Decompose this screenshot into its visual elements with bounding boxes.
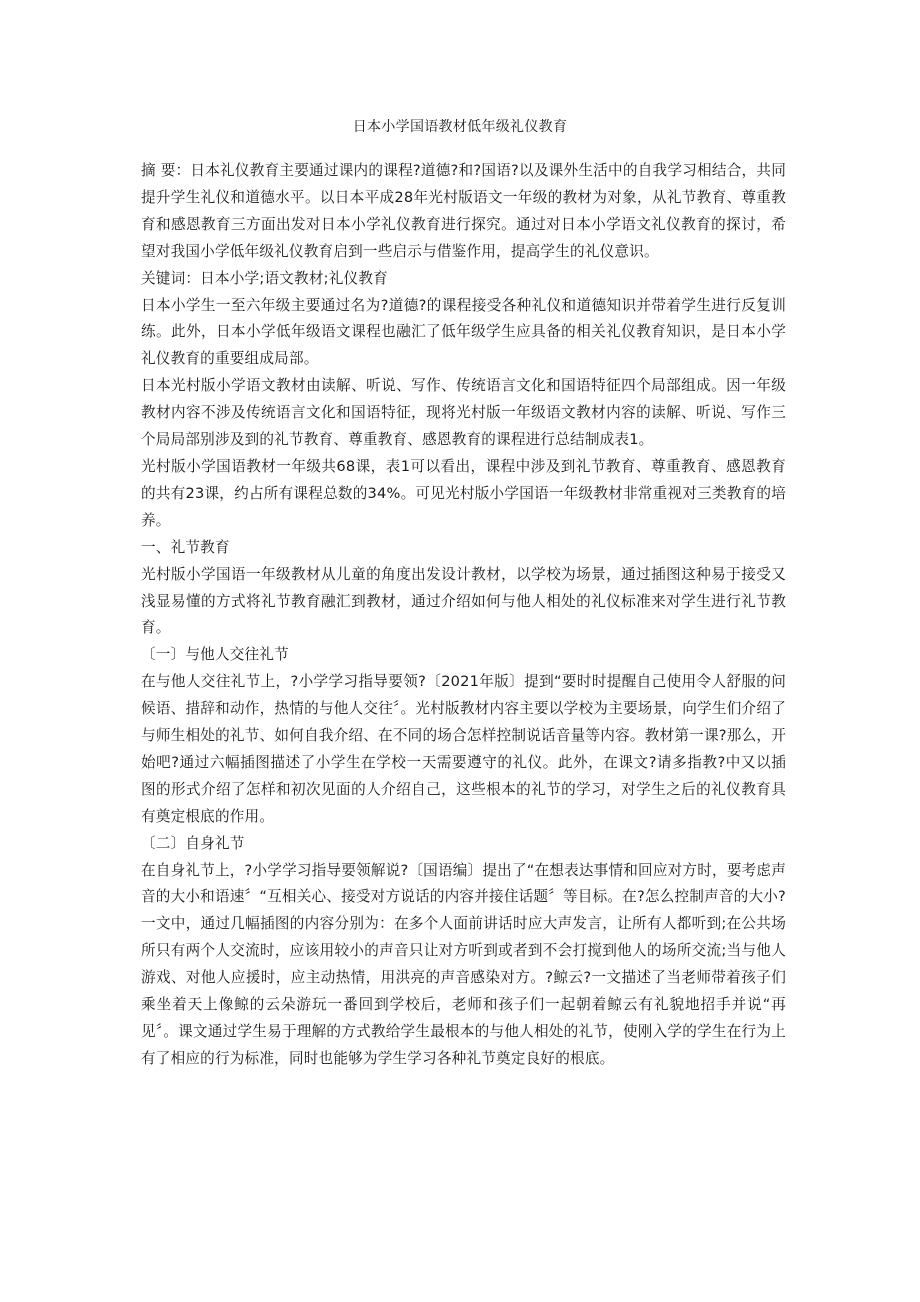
document-body [141,158,786,1073]
body-paragraph: 日本小学生一至六年级主要通过名为?道德?的课程接受各种礼仪和道德知识并带着学生进行反复训练。此外，日本小学低年级语文课程也融汇了低年级学生应具备的相关礼仪教育知识，是日本小学礼仪教育的重要组成局部。 [141,296,786,368]
body-paragraph: 光村版小学国语一年级教材从儿童的角度出发设计教材，以学校为场景，通过插图这种易于接受又浅显易懂的方式将礼节教育融汇到教材，通过介绍如何与他人相处的礼仪标准来对学生进行礼节教育。 [141,565,786,637]
keywords-line: 关键词：日本小学;语文教材;礼仪教育 [141,269,388,287]
body-paragraph: 在与他人交往礼节上，?小学学习指导要领?〔2021年版〕提到“要时时提醒自己使用令人舒服的问候语、措辞和动作，热情的与他人交往〞。光村版教材内容主要以学校为主要场景，向学生们介绍了与师生相处的礼节、如何自我介绍、在不同的场合怎样控制说话音量等内容。教材第一课?那么，开始吧?通过六幅插图描述了小学生在学校一天需要遵守的礼仪。此外，在课文?请多指教?中又以插图的形式介绍了怎样和初次见面的人介绍自己，这些根本的礼节的学习，对学生之后的礼仪教育具有奠定根底的作用。 [141,673,786,825]
body-paragraph: 光村版小学国语教材一年级共68课，表1可以看出，课程中涉及到礼节教育、尊重教育、感恩教育的共有23课，约占所有课程总数的34%。可见光村版小学国语一年级教材非常重视对三类教育的培养。 [141,457,786,529]
subsection-heading: 〔二〕自身礼节 [141,834,245,852]
section-heading: 一、礼节教育 [141,538,230,556]
document-title: 日本小学国语教材低年级礼仪教育 [352,119,568,135]
body-paragraph: 日本光村版小学语文教材由读解、听说、写作、传统语言文化和国语特征四个局部组成。因一年级教材内容不涉及传统语言文化和国语特征，现将光村版一年级语文教材内容的读解、听说、写作三个局局部别涉及到的礼节教育、尊重教育、感恩教育的课程进行总结制成表1。 [141,377,786,449]
abstract-paragraph: 摘 要：日本礼仪教育主要通过课内的课程?道德?和?国语?以及课外生活中的自我学习相结合，共同提升学生礼仪和道德水平。以日本平成28年光村版语文一年级的教材为对象，从礼节教育、尊重教育和感恩教育三方面出发对日本小学礼仪教育进行探究。通过对日本小学语文礼仪教育的探讨，希望对我国小学低年级礼仪教育启到一些启示与借鉴作用，提高学生的礼仪意识。 [141,162,786,260]
body-paragraph: 在自身礼节上，?小学学习指导要领解说?〔国语编〕提出了“在想表达事情和回应对方时，要考虑声音的大小和语速〞“互相关心、接受对方说话的内容并接住话题〞等目标。在?怎么控制声音的大小?一文中，通过几幅插图的内容分别为：在多个人面前讲话时应大声发言，让所有人都听到;在公共场所只有两个人交流时，应该用较小的声音只让对方听到或者到不会打搅到他人的场所交流;当与他人游戏、对他人应援时，应主动热情，用洪亮的声音感染对方。?鲸云?一文描述了当老师带着孩子们乘坐着天上像鲸的云朵游玩一番回到学校后，老师和孩子们一起朝着鲸云有礼貌地招手并说“再见〞。课文通过学生易于理解的方式教给学生最根本的与他人相处的礼节，使刚入学的学生在行为上有了相应的行为标准，同时也能够为学生学习各种礼节奠定良好的根底。 [141,861,786,1067]
subsection-heading: 〔一〕与他人交往礼节 [141,646,289,664]
